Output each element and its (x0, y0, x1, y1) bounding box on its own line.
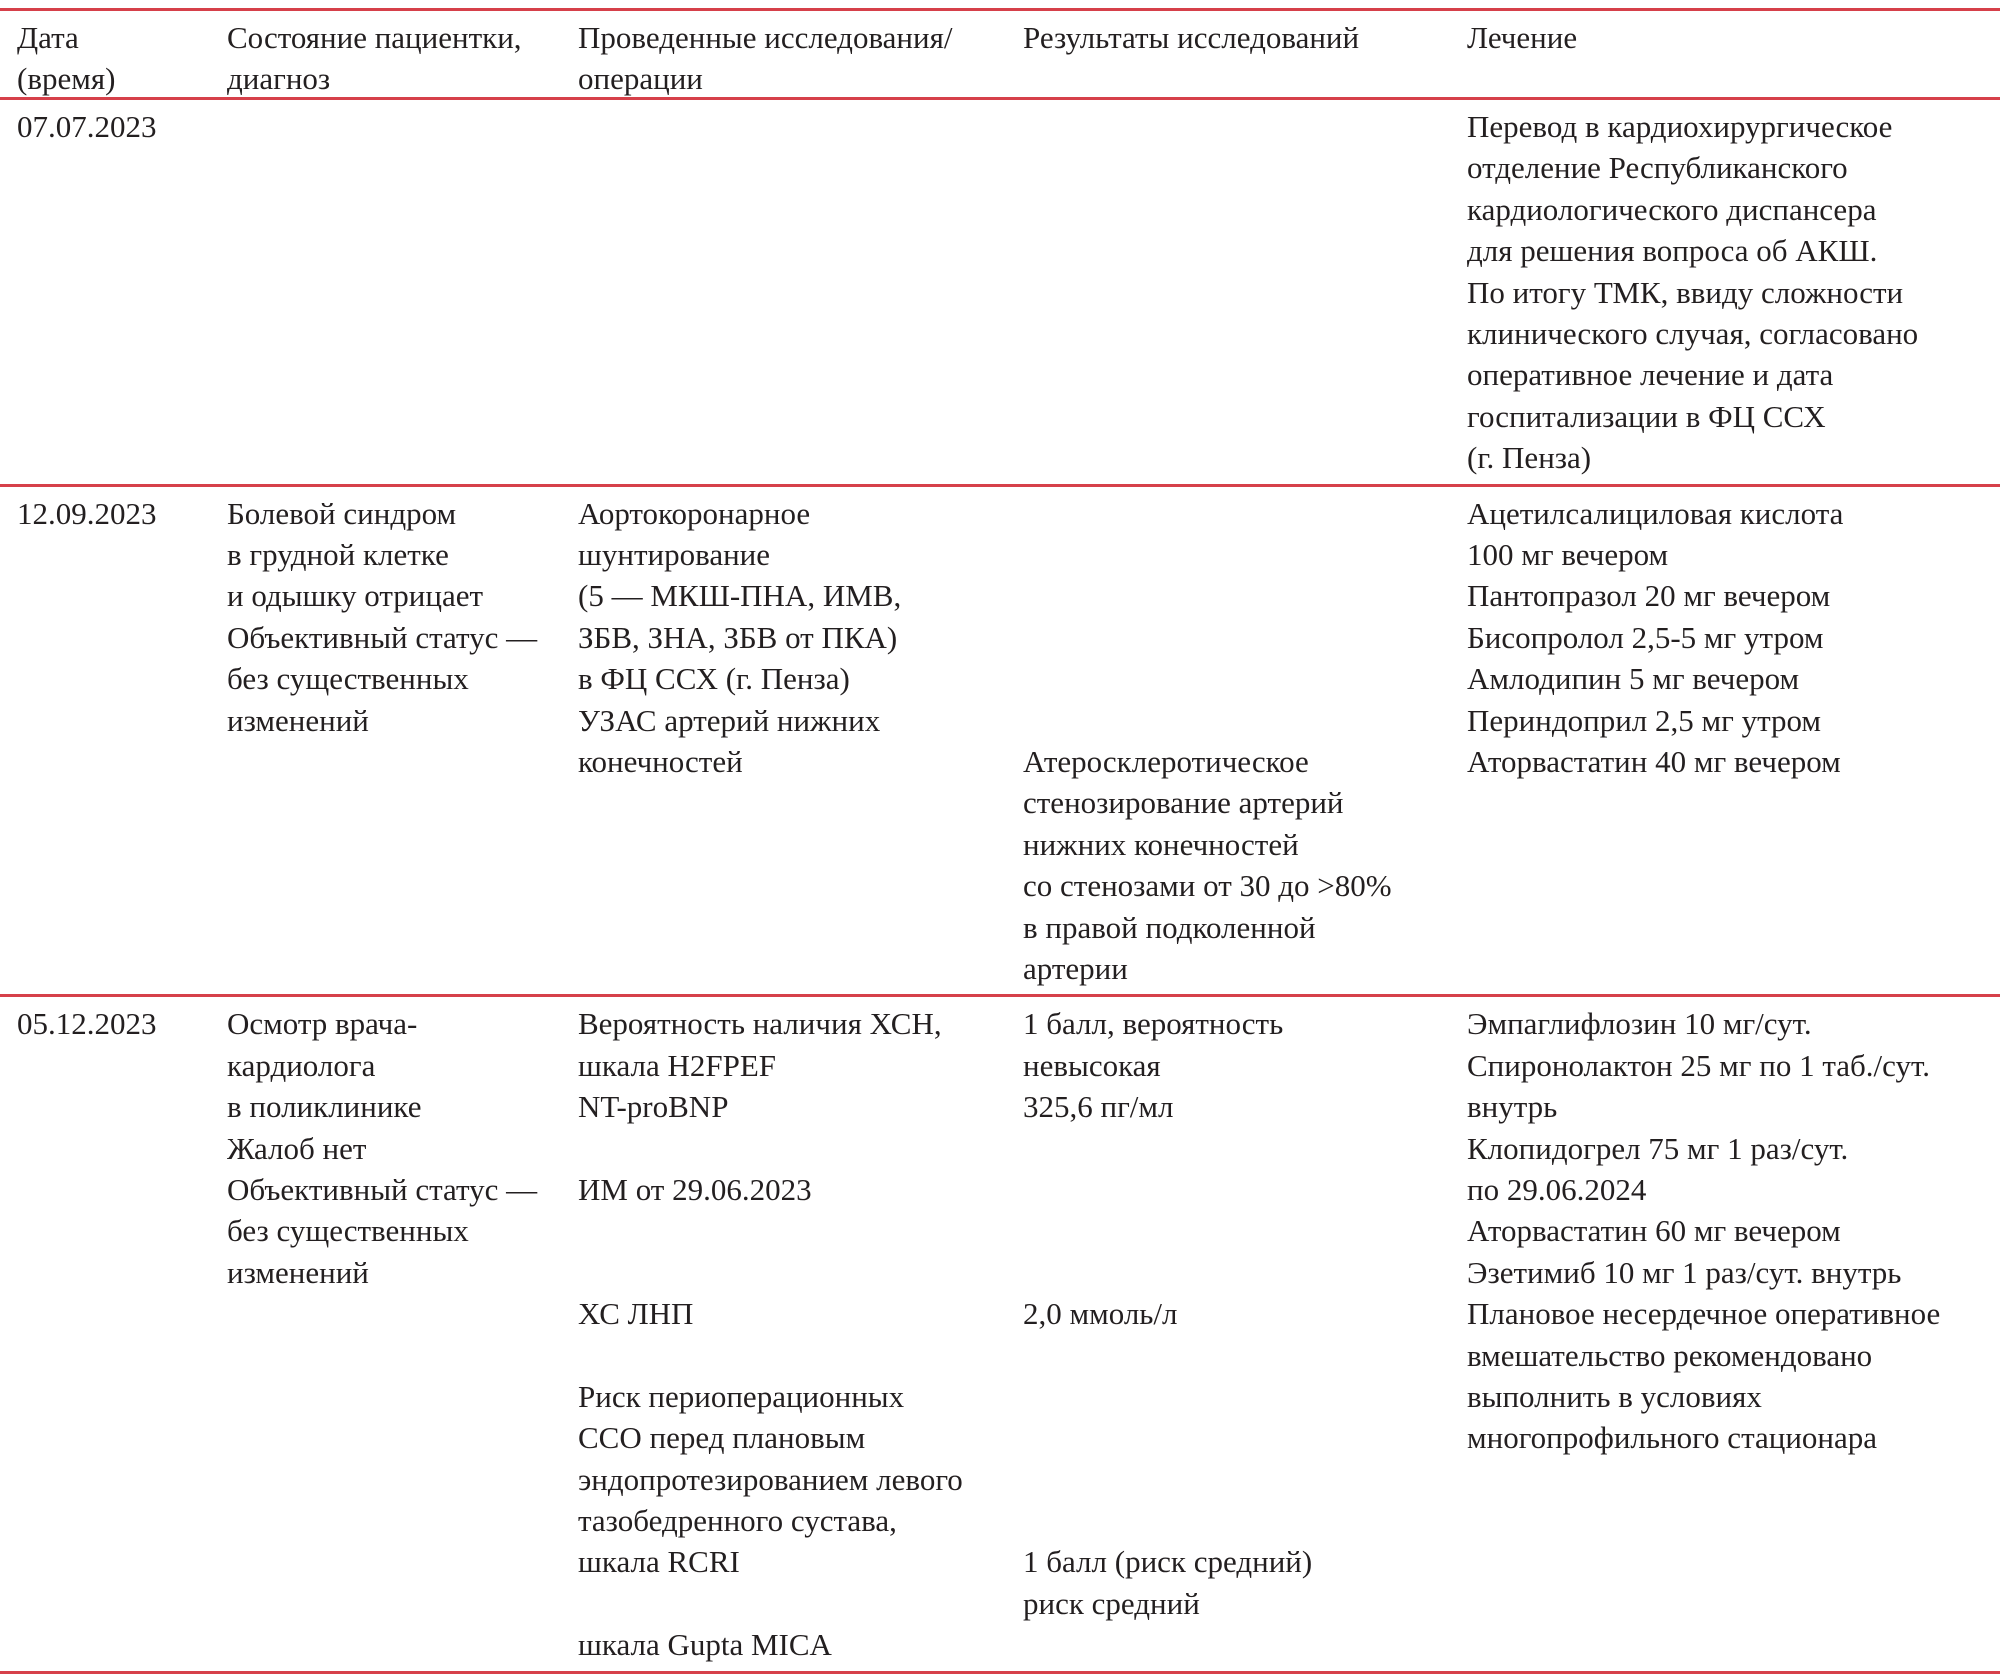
cell-line: артерии (1023, 950, 1128, 986)
cell-line: эндопротезированием левого (578, 1461, 963, 1497)
cell-line: 2,0 ммоль/л (1023, 1296, 1178, 1332)
cell-line: Спиронолактон 25 мг по 1 таб./сут. (1467, 1047, 1930, 1083)
header-procedures (578, 17, 1018, 100)
cell-line: кардиолога (227, 1047, 376, 1083)
cell-line: Перевод в кардиохирургическое (1467, 109, 1893, 144)
cell-line: Атеросклеротическое (1023, 743, 1309, 779)
cell-line: изменений (227, 702, 369, 738)
cell-line: Амлодипин 5 мг вечером (1467, 661, 1800, 697)
cell-line (1023, 1128, 1463, 1169)
table-header-row (0, 8, 2000, 100)
header-condition (227, 17, 572, 100)
cell-line (1023, 700, 1463, 741)
cell-line: Объективный статус — (227, 619, 538, 655)
cell-line: (5 — МКШ-ПНА, ИМВ, (578, 578, 902, 614)
cell-line: шкала H2FPEF (578, 1047, 777, 1083)
cell-line: в грудной клетке (227, 536, 449, 572)
cell-line: шкала RCRI (578, 1544, 740, 1580)
cell-line: без существенных (227, 1213, 469, 1249)
cell-line: без существенных (227, 661, 469, 697)
cell-line: конечностей (578, 743, 743, 779)
cell-line (1023, 1169, 1463, 1210)
cell-line (1023, 575, 1463, 616)
table-body (0, 100, 2000, 1674)
cell-line: выполнить в условиях (1467, 1378, 1762, 1414)
results-cell (1023, 1003, 1463, 1624)
cell-line: Болевой синдром (227, 495, 457, 531)
cell-line: Аторвастатин 40 мг вечером (1467, 743, 1841, 779)
cell-line (1023, 1500, 1463, 1541)
header-line: (время) (17, 61, 116, 97)
cell-line (1023, 1335, 1463, 1376)
header-results (1023, 17, 1463, 58)
date-cell (17, 106, 217, 147)
condition-cell (227, 493, 572, 741)
cell-line: вмешательство рекомендовано (1467, 1337, 1873, 1373)
cell-line: в поликлинике (227, 1089, 422, 1125)
treatment-cell (1467, 106, 1997, 479)
cell-line: 05.12.2023 (17, 1006, 157, 1042)
cell-line: 1 балл (риск средний) (1023, 1544, 1313, 1580)
cell-line: Бисопролол 2,5-5 мг утром (1467, 619, 1824, 655)
cell-line: 12.09.2023 (17, 495, 157, 531)
cell-line: ЗБВ, ЗНА, ЗБВ от ПКА) (578, 619, 898, 655)
cell-line (1023, 1417, 1463, 1458)
cell-line: Клопидогрел 75 мг 1 раз/сут. (1467, 1130, 1849, 1166)
cell-line: Аортокоронарное (578, 495, 811, 531)
cell-line: (г. Пенза) (1467, 440, 1592, 476)
cell-line: Аторвастатин 60 мг вечером (1467, 1213, 1841, 1249)
cell-line: тазобедренного сустава, (578, 1503, 897, 1539)
cell-line: Эзетимиб 10 мг 1 раз/сут. внутрь (1467, 1254, 1902, 1290)
cell-line: шунтирование (578, 536, 771, 572)
treatment-cell (1467, 493, 1997, 783)
cell-line: и одышку отрицает (227, 578, 484, 614)
cell-line: Плановое несердечное оперативное (1467, 1296, 1941, 1332)
cell-line (578, 1128, 1018, 1169)
header-line: Состояние пациентки, (227, 20, 522, 55)
header-treatment (1467, 17, 1997, 58)
cell-line (1023, 1210, 1463, 1251)
treatment-cell (1467, 1003, 1997, 1458)
table-row (0, 100, 2000, 487)
clinical-table (0, 8, 2000, 1674)
cell-line: 100 мг вечером (1467, 536, 1669, 572)
header-line: операции (578, 61, 703, 97)
header-line: Проведенные исследования/ (578, 20, 953, 55)
cell-line: шкала Gupta MICA (578, 1627, 832, 1663)
cell-line (1023, 617, 1463, 658)
cell-line: стенозирование артерий (1023, 785, 1344, 821)
cell-line: ИМ от 29.06.2023 (578, 1171, 812, 1207)
cell-line: Периндоприл 2,5 мг утром (1467, 702, 1822, 738)
cell-line: кардиологического диспансера (1467, 191, 1877, 227)
date-cell (17, 493, 217, 534)
cell-line: Эмпаглифлозин 10 мг/сут. (1467, 1006, 1812, 1042)
cell-line: Объективный статус — (227, 1171, 538, 1207)
cell-line: внутрь (1467, 1089, 1558, 1125)
cell-line (578, 1583, 1018, 1624)
cell-line: отделение Республиканского (1467, 150, 1848, 186)
procedures-cell (578, 493, 1018, 783)
cell-line: по 29.06.2024 (1467, 1171, 1647, 1207)
condition-cell (227, 1003, 572, 1293)
cell-line: Риск периоперационных (578, 1378, 905, 1414)
cell-line: для решения вопроса об АКШ. (1467, 233, 1878, 269)
cell-line: изменений (227, 1254, 369, 1290)
cell-line: в правой подколенной (1023, 909, 1316, 945)
cell-line (578, 1210, 1018, 1251)
cell-line (1023, 1459, 1463, 1500)
cell-line (1023, 1376, 1463, 1417)
cell-line: 325,6 пг/мл (1023, 1089, 1174, 1125)
procedures-cell (578, 1003, 1018, 1665)
cell-line: УЗАС артерий нижних (578, 702, 881, 738)
cell-line: клинического случая, согласовано (1467, 315, 1919, 351)
table-row (0, 487, 2000, 998)
cell-line: в ФЦ ССХ (г. Пенза) (578, 661, 850, 697)
cell-line: нижних конечностей (1023, 826, 1299, 862)
cell-line: госпитализации в ФЦ ССХ (1467, 398, 1826, 434)
cell-line: По итогу ТМК, ввиду сложности (1467, 274, 1904, 310)
cell-line: оперативное лечение и дата (1467, 357, 1834, 393)
header-line: Результаты исследований (1023, 20, 1360, 55)
cell-line: Осмотр врача- (227, 1006, 418, 1042)
cell-line: со стенозами от 30 до >80% (1023, 868, 1392, 904)
cell-line: ССО перед плановым (578, 1420, 866, 1456)
cell-line: Ацетилсалициловая кислота (1467, 495, 1844, 531)
cell-line (1023, 534, 1463, 575)
cell-line (578, 1335, 1018, 1376)
cell-line: 07.07.2023 (17, 109, 157, 144)
cell-line (1023, 493, 1463, 534)
cell-line: Пантопразол 20 мг вечером (1467, 578, 1831, 614)
header-date (17, 17, 217, 100)
table-row (0, 997, 2000, 1673)
header-line: Лечение (1467, 20, 1578, 55)
cell-line (578, 1252, 1018, 1293)
cell-line: NT-proBNP (578, 1089, 729, 1125)
cell-line: риск средний (1023, 1585, 1200, 1621)
cell-line (1023, 658, 1463, 699)
cell-line: Вероятность наличия ХСН, (578, 1006, 942, 1042)
cell-line: ХС ЛНП (578, 1296, 694, 1332)
cell-line: 1 балл, вероятность (1023, 1006, 1284, 1042)
cell-line: многопрофильного стационара (1467, 1420, 1878, 1456)
date-cell (17, 1003, 217, 1044)
cell-line: Жалоб нет (227, 1130, 367, 1166)
results-cell (1023, 493, 1463, 990)
cell-line (1023, 1252, 1463, 1293)
cell-line: невысокая (1023, 1047, 1161, 1083)
header-line: диагноз (227, 61, 331, 97)
header-line: Дата (17, 20, 79, 55)
